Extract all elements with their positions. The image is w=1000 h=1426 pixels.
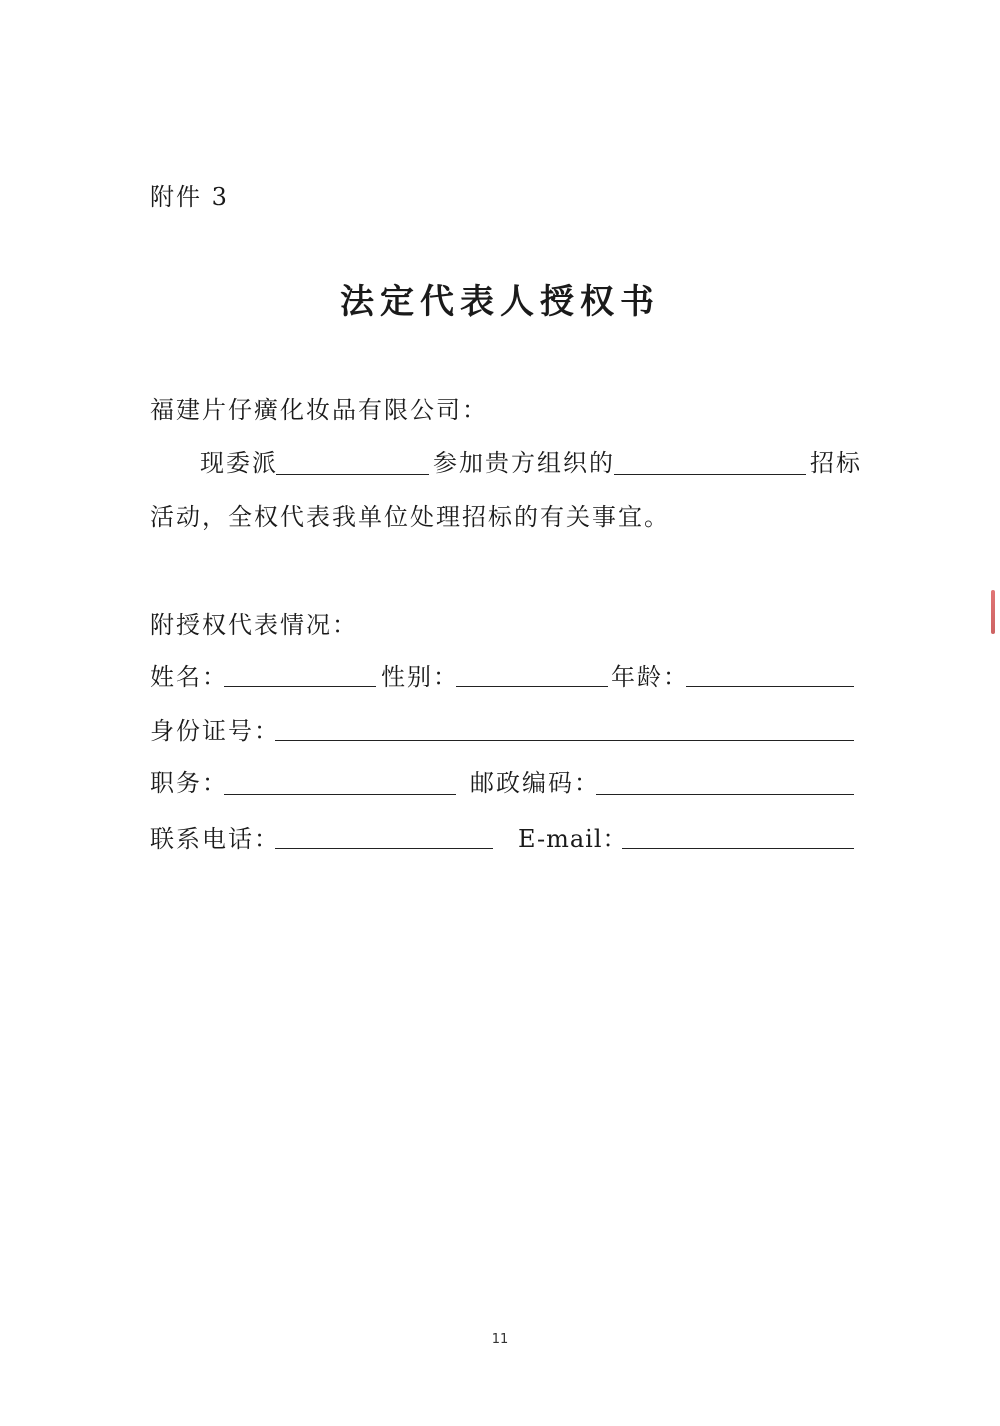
delegate-name-blank[interactable] (276, 474, 429, 475)
addressee: 福建片仔癀化妆品有限公司： (150, 396, 488, 424)
phone-field[interactable] (275, 848, 493, 849)
email-field[interactable] (622, 848, 854, 849)
id-number-field[interactable] (275, 740, 854, 741)
position-label: 职务： (150, 769, 228, 797)
position-field[interactable] (224, 794, 456, 795)
body-text-authority: 活动，全权代表我单位处理招标的有关事宜。 (150, 503, 670, 531)
age-label: 年龄： (611, 663, 689, 691)
page-number: 11 (491, 1332, 509, 1347)
body-text-delegate: 现委派 (200, 449, 278, 477)
body-text-participate: 参加贵方组织的 (433, 449, 615, 477)
email-label: E-mail： (518, 825, 628, 853)
age-field[interactable] (686, 686, 854, 687)
rep-info-heading: 附授权代表情况： (150, 611, 358, 639)
document-title: 法定代表人授权书 (340, 282, 660, 322)
gender-label: 性别： (381, 663, 459, 691)
gender-field[interactable] (456, 686, 608, 687)
body-text-tender: 招标 (810, 449, 862, 477)
red-edge-mark (991, 590, 995, 634)
name-label: 姓名： (150, 663, 228, 691)
tender-name-blank[interactable] (614, 474, 806, 475)
postcode-field[interactable] (596, 794, 854, 795)
name-field[interactable] (224, 686, 376, 687)
attachment-label: 附件 3 (150, 183, 229, 211)
postcode-label: 邮政编码： (470, 769, 600, 797)
id-label: 身份证号： (150, 717, 280, 745)
phone-label: 联系电话： (150, 825, 280, 853)
